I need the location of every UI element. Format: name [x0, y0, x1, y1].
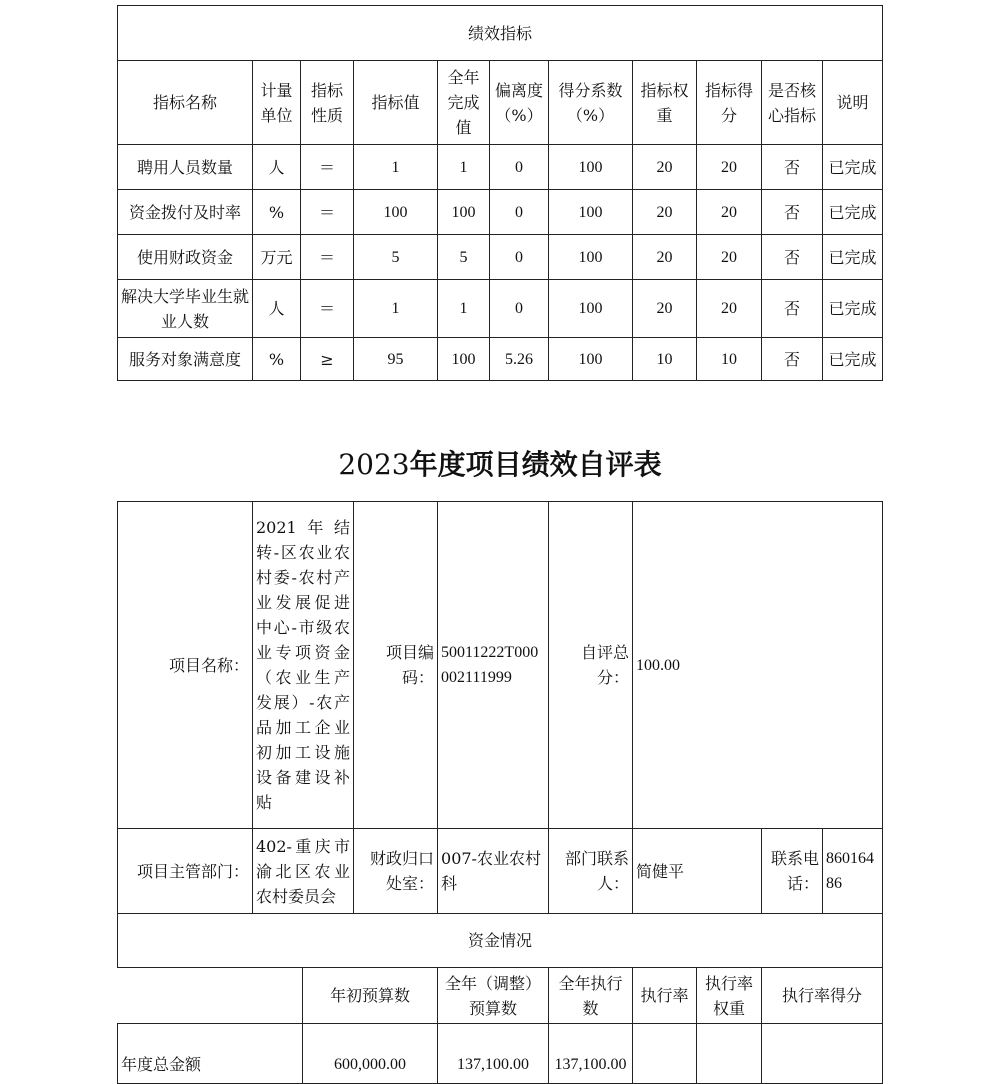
phone-value: 86016486	[823, 829, 883, 914]
project-info-row	[118, 502, 883, 829]
table-cell: 20	[697, 235, 762, 280]
table-cell: 20	[697, 280, 762, 338]
table-cell: ＝	[301, 145, 354, 190]
table-cell: 20	[633, 190, 697, 235]
table-cell: 100	[438, 190, 490, 235]
table-row	[118, 280, 883, 338]
table-cell: 5	[438, 235, 490, 280]
column-header: 得分系数（%）	[549, 61, 633, 145]
table-cell	[697, 1024, 762, 1084]
table-cell: %	[253, 338, 301, 381]
funds-header-row	[118, 968, 883, 1024]
table-cell: 5	[354, 235, 438, 280]
table-row	[118, 235, 883, 280]
column-header: 全年完成值	[438, 61, 490, 145]
column-header: 偏离度（%）	[490, 61, 549, 145]
finance-office-label: 财政归口处室：	[354, 829, 438, 914]
column-header: 说明	[823, 61, 883, 145]
table-cell: 1	[354, 145, 438, 190]
report-title	[0, 445, 1000, 485]
table-cell: 100	[549, 145, 633, 190]
report-title-year: 2023	[338, 448, 410, 481]
table-cell: 20	[633, 235, 697, 280]
table-cell: 已完成	[823, 145, 883, 190]
table-cell: 已完成	[823, 338, 883, 381]
table-cell: 人	[253, 145, 301, 190]
table-cell: 20	[697, 145, 762, 190]
column-header: 指标性质	[301, 61, 354, 145]
table-cell: 95	[354, 338, 438, 381]
phone-label: 联系电话：	[762, 829, 823, 914]
table-cell: 1	[354, 280, 438, 338]
table-cell: 1	[438, 145, 490, 190]
table-cell: 已完成	[823, 280, 883, 338]
project-code-value: 50011222T000002111999	[438, 502, 549, 829]
table-cell: 0	[490, 280, 549, 338]
table-cell	[762, 1024, 883, 1084]
table-cell: 否	[762, 280, 823, 338]
project-name-label: 项目名称：	[118, 502, 253, 829]
table-cell: ＝	[301, 235, 354, 280]
dept-value: 402-重庆市渝北区农业农村委员会	[253, 829, 354, 914]
table-cell: ≥	[301, 338, 354, 381]
finance-office-value: 007-农业农村科	[438, 829, 549, 914]
funds-row	[118, 1024, 883, 1084]
table-cell: 20	[697, 190, 762, 235]
table-cell: 使用财政资金	[118, 235, 253, 280]
table-cell: 解决大学毕业生就业人数	[118, 280, 253, 338]
table-cell: 已完成	[823, 190, 883, 235]
table-cell: ＝	[301, 280, 354, 338]
table-cell: 否	[762, 190, 823, 235]
column-header: 全年（调整）预算数	[438, 968, 549, 1024]
column-header: 是否核心指标	[762, 61, 823, 145]
table-cell: 10	[697, 338, 762, 381]
table-cell: 100	[549, 338, 633, 381]
table-row	[118, 145, 883, 190]
funds-section-title: 资金情况	[118, 914, 883, 968]
project-self-evaluation-table	[117, 501, 883, 1084]
table-cell: 20	[633, 145, 697, 190]
column-header: 指标值	[354, 61, 438, 145]
department-row	[118, 829, 883, 914]
table-cell: 1	[438, 280, 490, 338]
self-score-value: 100.00	[633, 502, 883, 829]
column-header: 执行率权重	[697, 968, 762, 1024]
table-cell: 5.26	[490, 338, 549, 381]
funds-row-label: 年度总金额	[118, 1024, 303, 1084]
table-cell: 服务对象满意度	[118, 338, 253, 381]
table-cell: 100	[549, 280, 633, 338]
table-cell: 137,100.00	[549, 1024, 633, 1084]
column-header: 指标得分	[697, 61, 762, 145]
table-cell: 100	[549, 235, 633, 280]
table-cell: 100	[354, 190, 438, 235]
table-cell: %	[253, 190, 301, 235]
table-cell: 人	[253, 280, 301, 338]
column-header: 执行率	[633, 968, 697, 1024]
table-cell: 600,000.00	[303, 1024, 438, 1084]
table-cell	[633, 1024, 697, 1084]
table-cell: ＝	[301, 190, 354, 235]
project-code-label: 项目编码：	[354, 502, 438, 829]
column-header: 全年执行数	[549, 968, 633, 1024]
column-header: 指标名称	[118, 61, 253, 145]
dept-label: 项目主管部门：	[118, 829, 253, 914]
table-cell: 100	[549, 190, 633, 235]
table-cell: 10	[633, 338, 697, 381]
table-cell: 否	[762, 145, 823, 190]
table-cell: 聘用人员数量	[118, 145, 253, 190]
table-cell: 20	[633, 280, 697, 338]
column-header: 执行率得分	[762, 968, 883, 1024]
column-header: 指标权重	[633, 61, 697, 145]
column-header: 年初预算数	[303, 968, 438, 1024]
table-cell: 137,100.00	[438, 1024, 549, 1084]
table-row	[118, 338, 883, 381]
performance-indicator-table	[117, 5, 883, 381]
column-header: 计量单位	[253, 61, 301, 145]
report-title-text: 年度项目绩效自评表	[409, 448, 662, 481]
table-cell: 万元	[253, 235, 301, 280]
table-cell: 0	[490, 145, 549, 190]
project-name-value: 2021年结转-区农业农村委-农村产业发展促进中心-市级农业专项资金（农业生产发展）-农产品加工企业初加工设施设备建设补贴	[253, 502, 354, 829]
table-cell: 已完成	[823, 235, 883, 280]
section-title: 绩效指标	[118, 6, 883, 61]
contact-value: 简健平	[633, 829, 762, 914]
table-cell: 0	[490, 235, 549, 280]
table-row	[118, 190, 883, 235]
table-cell: 否	[762, 338, 823, 381]
table-cell: 资金拨付及时率	[118, 190, 253, 235]
table-cell: 0	[490, 190, 549, 235]
contact-label: 部门联系人：	[549, 829, 633, 914]
table-header-row	[118, 61, 883, 145]
self-score-label: 自评总分：	[549, 502, 633, 829]
table-cell: 否	[762, 235, 823, 280]
table-cell: 100	[438, 338, 490, 381]
